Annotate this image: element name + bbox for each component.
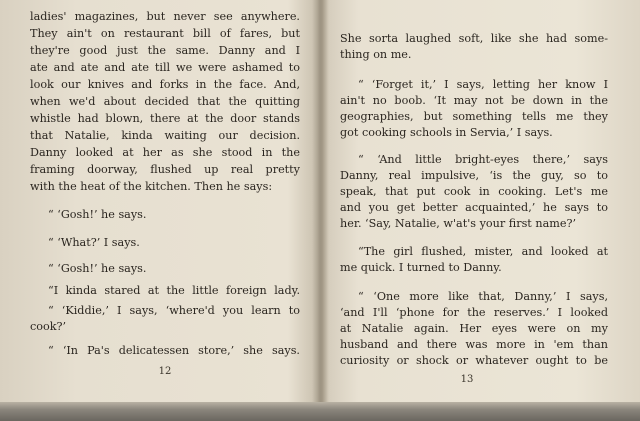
text-line: curiosity or shock or whatever ought to be [340, 354, 608, 367]
text-line: whistle had blown, there at the door stands [30, 112, 300, 125]
text-line: Danny looked at her as she stood in the [30, 146, 300, 159]
text-line: They ain't on restaurant bill of fares, but [30, 27, 300, 40]
text-line: speak, that put cook in cooking. Let's me [340, 185, 608, 198]
text-line: ain't no boob. ‘It may not be down in the [340, 94, 608, 107]
text-line: “ ‘What?’ I says. [48, 236, 140, 249]
text-line: ate and ate and ate till we were ashamed to [30, 61, 300, 74]
text-line: “ ‘In Pa's delicatessen store,’ she says. [48, 344, 300, 357]
text-line: they're good just the same. Danny and I [30, 44, 300, 57]
text-line: husband and there was more in 'em than [340, 338, 608, 351]
text-line: “ ‘One more like that, Danny,’ I says, [358, 290, 608, 303]
text-line: “I kinda stared at the little foreign lady. [48, 284, 300, 297]
book-bottom-edge [0, 402, 640, 421]
page-number-left: 12 [158, 366, 172, 377]
right-page [340, 0, 608, 400]
text-line: me quick. I turned to Danny. [340, 261, 502, 274]
text-line: look our knives and forks in the face. And, [30, 78, 300, 91]
text-line: “ ‘Kiddie,’ I says, ‘where'd you learn to [48, 304, 300, 317]
text-line: “The girl flushed, mister, and looked at [358, 245, 608, 258]
left-page [30, 0, 300, 400]
text-line: and you get better acquainted,’ he says to [340, 201, 608, 214]
page-number-right: 13 [460, 374, 474, 385]
text-line: ladies' magazines, but never see anywhere. [30, 10, 300, 23]
text-line: ‘and I'll ‘phone for the reserves.’ I looked [340, 306, 608, 319]
text-line: at Natalie again. Her eyes were on my [340, 322, 608, 335]
text-line: that Natalie, kinda waiting our decision. [30, 129, 300, 142]
text-line: “ ‘Gosh!’ he says. [48, 262, 147, 275]
text-line: “ ‘Gosh!’ he says. [48, 208, 147, 221]
text-line: “ ‘And little bright-eyes there,’ says [358, 153, 608, 166]
text-line: “ ‘Forget it,’ I says, letting her know I [358, 78, 608, 91]
text-line: cook?’ [30, 320, 67, 333]
text-line: when we'd about decided that the quitting [30, 95, 300, 108]
text-line: thing on me. [340, 48, 412, 61]
book-gutter [312, 0, 328, 405]
text-line: She sorta laughed soft, like she had some- [340, 32, 608, 45]
text-line: framing doorway, flushed up real pretty [30, 163, 300, 176]
text-line: geographies, but something tells me they [340, 110, 608, 123]
text-line: her. ‘Say, Natalie, w'at's your first name?’ [340, 217, 577, 230]
text-line: with the heat of the kitchen. Then he says: [30, 180, 273, 193]
text-line: got cooking schools in Servia,’ I says. [340, 126, 553, 139]
text-line: Danny, real impulsive, ‘is the guy, so to [340, 169, 608, 182]
